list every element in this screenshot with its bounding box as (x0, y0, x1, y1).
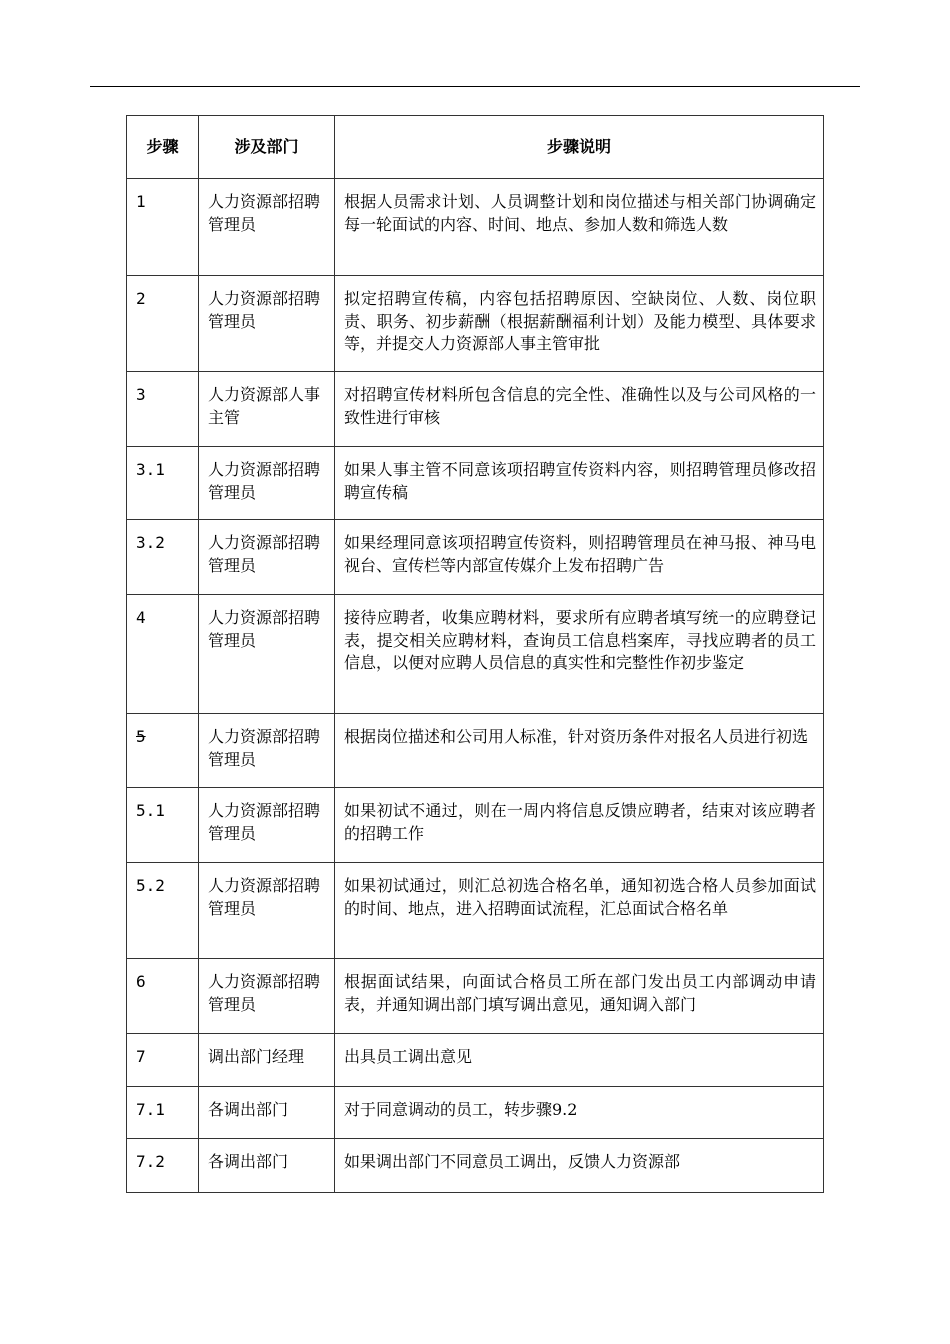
step-number: 1 (127, 179, 199, 276)
step-number: 4 (127, 595, 199, 714)
table-row (127, 595, 824, 714)
step-number: 5.2 (127, 863, 199, 959)
department: 人力资源部招聘管理员 (199, 179, 335, 276)
table-row (127, 1139, 824, 1193)
header-step: 步骤 (127, 116, 199, 179)
step-description: 根据面试结果，向面试合格员工所在部门发出员工内部调动申请表，并通知调出部门填写调出意见，通知调入部门 (335, 959, 824, 1034)
step-number: 5.1 (127, 788, 199, 863)
table-row (127, 788, 824, 863)
department: 人力资源部招聘管理员 (199, 276, 335, 372)
department: 人力资源部招聘管理员 (199, 959, 335, 1034)
department: 各调出部门 (199, 1087, 335, 1139)
step-description: 如果人事主管不同意该项招聘宣传资料内容，则招聘管理员修改招聘宣传稿 (335, 447, 824, 520)
department: 人力资源部招聘管理员 (199, 520, 335, 595)
step-number: 7 (127, 1034, 199, 1087)
step-description: 接待应聘者，收集应聘材料，要求所有应聘者填写统一的应聘登记表，提交相关应聘材料，查询员工信息档案库，寻找应聘者的员工信息，以便对应聘人员信息的真实性和完整性作初步鉴定 (335, 595, 824, 714)
step-description: 根据岗位描述和公司用人标准，针对资历条件对报名人员进行初选 (335, 714, 824, 788)
step-number: 7.1 (127, 1087, 199, 1139)
step-description: 出具员工调出意见 (335, 1034, 824, 1087)
department: 人力资源部人事主管 (199, 372, 335, 447)
department: 人力资源部招聘管理员 (199, 714, 335, 788)
header-description: 步骤说明 (335, 116, 824, 179)
table-row (127, 447, 824, 520)
department: 人力资源部招聘管理员 (199, 447, 335, 520)
table-row (127, 714, 824, 788)
step-description: 对招聘宣传材料所包含信息的完全性、准确性以及与公司风格的一致性进行审核 (335, 372, 824, 447)
department: 人力资源部招聘管理员 (199, 863, 335, 959)
step-number: 5 (127, 714, 199, 788)
table-row (127, 959, 824, 1034)
table-row (127, 179, 824, 276)
step-description: 对于同意调动的员工，转步骤9.2 (335, 1087, 824, 1139)
table-row (127, 276, 824, 372)
step-number: 6 (127, 959, 199, 1034)
table-row (127, 520, 824, 595)
step-number: 3 (127, 372, 199, 447)
department: 各调出部门 (199, 1139, 335, 1193)
table-row (127, 372, 824, 447)
step-number: 3.1 (127, 447, 199, 520)
step-description: 如果初试不通过，则在一周内将信息反馈应聘者，结束对该应聘者的招聘工作 (335, 788, 824, 863)
step-description: 如果经理同意该项招聘宣传资料，则招聘管理员在神马报、神马电视台、宣传栏等内部宣传媒介上发布招聘广告 (335, 520, 824, 595)
header-department: 涉及部门 (199, 116, 335, 179)
step-description: 拟定招聘宣传稿，内容包括招聘原因、空缺岗位、人数、岗位职责、职务、初步薪酬（根据薪酬福利计划）及能力模型、具体要求等，并提交人力资源部人事主管审批 (335, 276, 824, 372)
step-description: 如果初试通过，则汇总初选合格名单，通知初选合格人员参加面试的时间、地点，进入招聘面试流程，汇总面试合格名单 (335, 863, 824, 959)
header-rule (90, 86, 860, 87)
table-row (127, 1034, 824, 1087)
step-number: 7.2 (127, 1139, 199, 1193)
step-description: 如果调出部门不同意员工调出，反馈人力资源部 (335, 1139, 824, 1193)
department: 人力资源部招聘管理员 (199, 595, 335, 714)
table-header-row (127, 116, 824, 179)
table-row (127, 1087, 824, 1139)
process-steps-table (126, 115, 824, 1193)
step-number: 2 (127, 276, 199, 372)
department: 人力资源部招聘管理员 (199, 788, 335, 863)
step-number: 3.2 (127, 520, 199, 595)
table-row (127, 863, 824, 959)
step-description: 根据人员需求计划、人员调整计划和岗位描述与相关部门协调确定每一轮面试的内容、时间、地点、参加人数和筛选人数 (335, 179, 824, 276)
department: 调出部门经理 (199, 1034, 335, 1087)
